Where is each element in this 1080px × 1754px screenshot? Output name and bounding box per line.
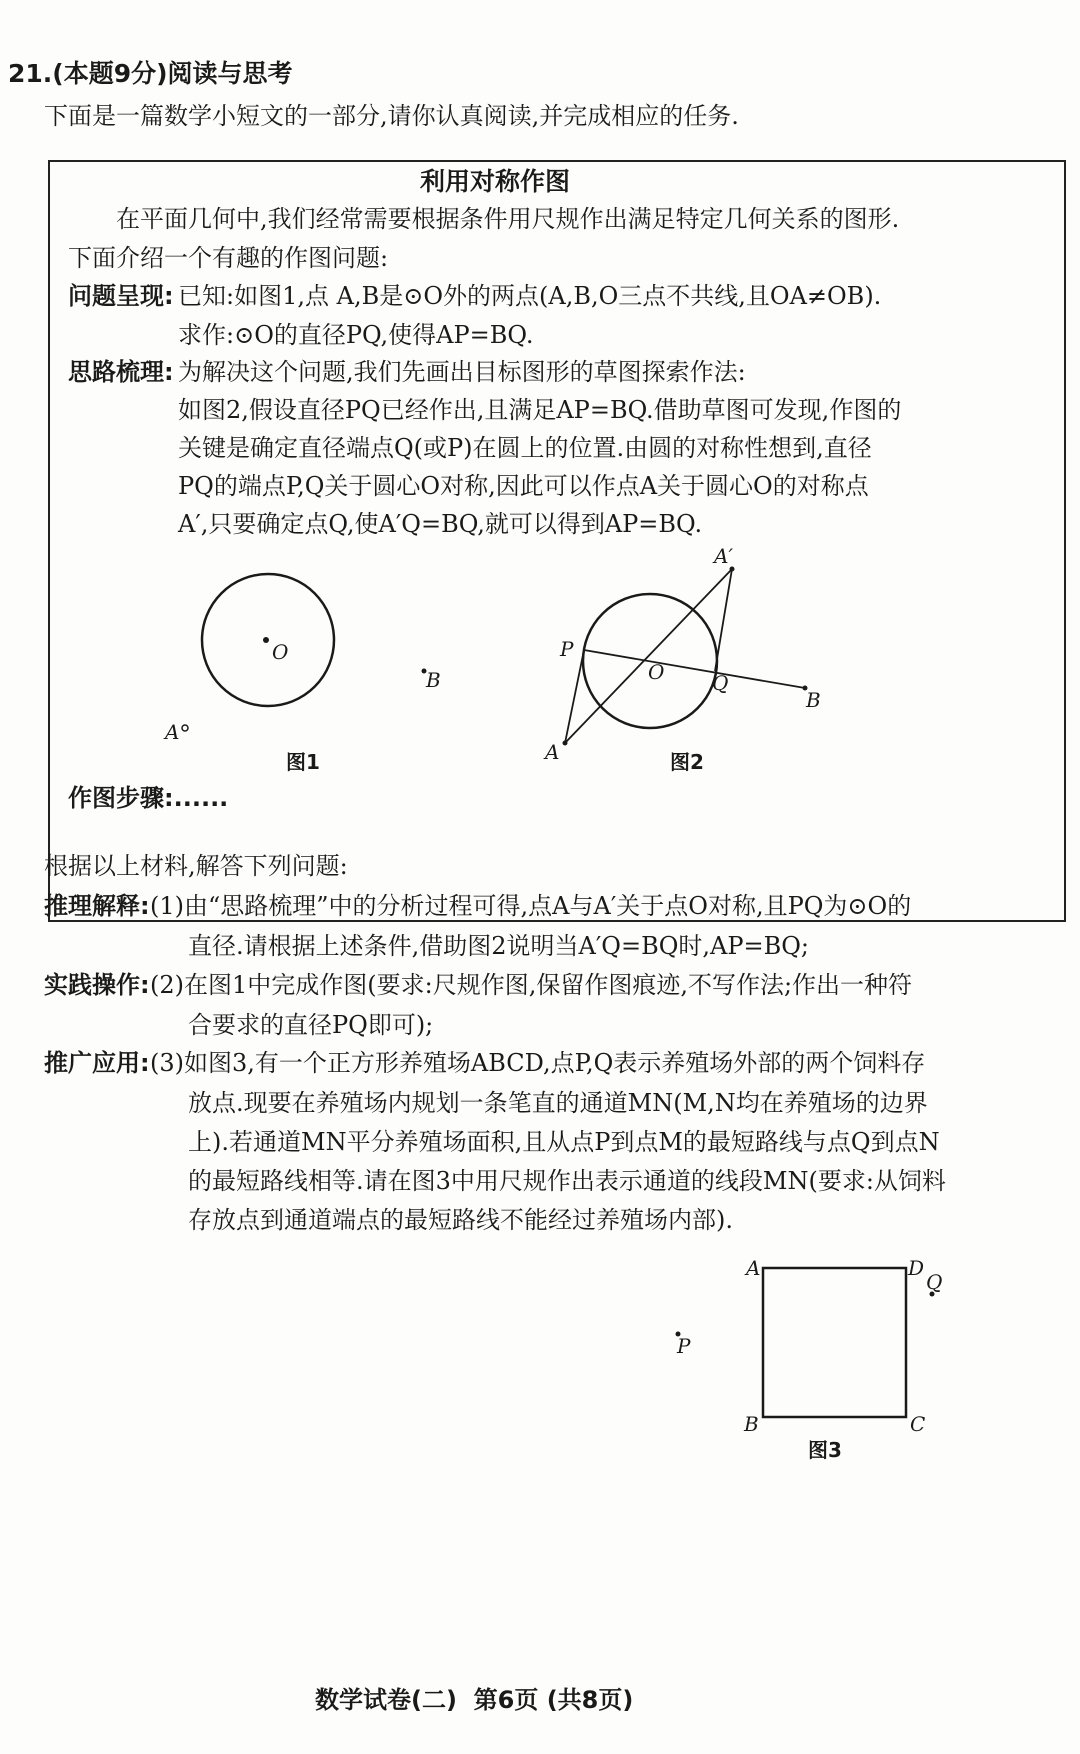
steps-label: 作图步骤:...... — [68, 784, 229, 812]
fig1-center-point — [263, 637, 269, 643]
task2-line1: (2)在图1中完成作图(要求:尺规作图,保留作图痕迹,不写作法;作出一种符 — [150, 971, 913, 999]
fig3-label-c: C — [910, 1412, 926, 1436]
fig3-caption: 图3 — [808, 1438, 842, 1462]
fig2-label-a-prime: A′ — [714, 544, 733, 568]
question-header: 21.(本题9分)阅读与思考 — [8, 59, 293, 88]
fig3-label-d: D — [908, 1256, 925, 1280]
idea-line2: 如图2,假设直径PQ已经作出,且满足AP=BQ.借助草图可发现,作图的 — [178, 396, 902, 424]
task3-line1: (3)如图3,有一个正方形养殖场ABCD,点P,Q表示养殖场外部的两个饲料存 — [150, 1049, 926, 1077]
fig2-label-b: B — [806, 688, 821, 712]
idea-line3: 关键是确定直径端点Q(或P)在圆上的位置.由圆的对称性想到,直径 — [178, 434, 872, 462]
fig2-caption: 图2 — [670, 750, 704, 774]
problem-label: 问题呈现: — [68, 282, 174, 310]
task1-label: 推理解释: — [44, 892, 150, 920]
page-footer: 数学试卷(二) 第6页 (共8页) — [315, 1686, 634, 1714]
idea-line5: A′,只要确定点Q,使A′Q=BQ,就可以得到AP=BQ. — [178, 510, 703, 538]
idea-label: 思路梳理: — [68, 358, 174, 386]
fig2-point-a — [563, 741, 568, 746]
task3-line2: 放点.现要在养殖场内规划一条笔直的通道MN(M,N均在养殖场的边界 — [188, 1089, 928, 1117]
task3-line3: 上).若通道MN平分养殖场面积,且从点P到点M的最短路线与点Q到点N — [188, 1128, 940, 1156]
fig1-label-o: O — [272, 640, 289, 664]
fig1-label-a: A — [165, 720, 180, 744]
problem-line2: 求作:⊙O的直径PQ,使得AP=BQ. — [178, 321, 534, 349]
fig3-label-b: B — [744, 1412, 759, 1436]
problem-line1: 已知:如图1,点 A,B是⊙O外的两点(A,B,O三点不共线,且OA≠OB). — [178, 282, 882, 310]
fig3-square — [763, 1268, 906, 1417]
task3-line5: 存放点到通道端点的最短路线不能经过养殖场内部). — [188, 1206, 733, 1234]
task2-line2: 合要求的直径PQ即可); — [188, 1011, 434, 1039]
idea-line1: 为解决这个问题,我们先画出目标图形的草图探索作法: — [178, 358, 746, 386]
fig2-line-ap — [565, 650, 584, 743]
fig3-label-q: Q — [926, 1270, 943, 1294]
article-title: 利用对称作图 — [420, 167, 571, 196]
fig1-label-b: B — [426, 668, 441, 692]
article-para1-line2: 下面介绍一个有趣的作图问题: — [68, 244, 389, 272]
task2-label: 实践操作: — [44, 971, 150, 999]
fig3-label-a: A — [746, 1256, 761, 1280]
fig2-label-o: O — [648, 660, 665, 684]
task3-label: 推广应用: — [44, 1049, 150, 1077]
fig1-caption: 图1 — [286, 750, 320, 774]
idea-line4: PQ的端点P,Q关于圆心O对称,因此可以作点A关于圆心O的对称点 — [178, 472, 869, 500]
task3-line4: 的最短路线相等.请在图3中用尺规作出表示通道的线段MN(要求:从饲料 — [188, 1167, 946, 1195]
fig2-line-pb — [584, 650, 805, 688]
task1-line2: 直径.请根据上述条件,借助图2说明当A′Q=BQ时,AP=BQ; — [188, 932, 810, 960]
fig2-label-q: Q — [712, 671, 729, 695]
fig2-label-p: P — [560, 637, 574, 661]
fig3-label-p: P — [677, 1334, 691, 1358]
article-para1-line1: 在平面几何中,我们经常需要根据条件用尺规作出满足特定几何关系的图形. — [116, 205, 900, 233]
fig1-point-a — [182, 725, 188, 731]
tasks-lead: 根据以上材料,解答下列问题: — [44, 852, 348, 880]
fig2-label-a: A — [545, 740, 560, 764]
question-intro: 下面是一篇数学小短文的一部分,请你认真阅读,并完成相应的任务. — [44, 102, 739, 130]
task1-line1: (1)由“思路梳理”中的分析过程可得,点A与A′关于点O对称,且PQ为⊙O的 — [150, 892, 912, 920]
